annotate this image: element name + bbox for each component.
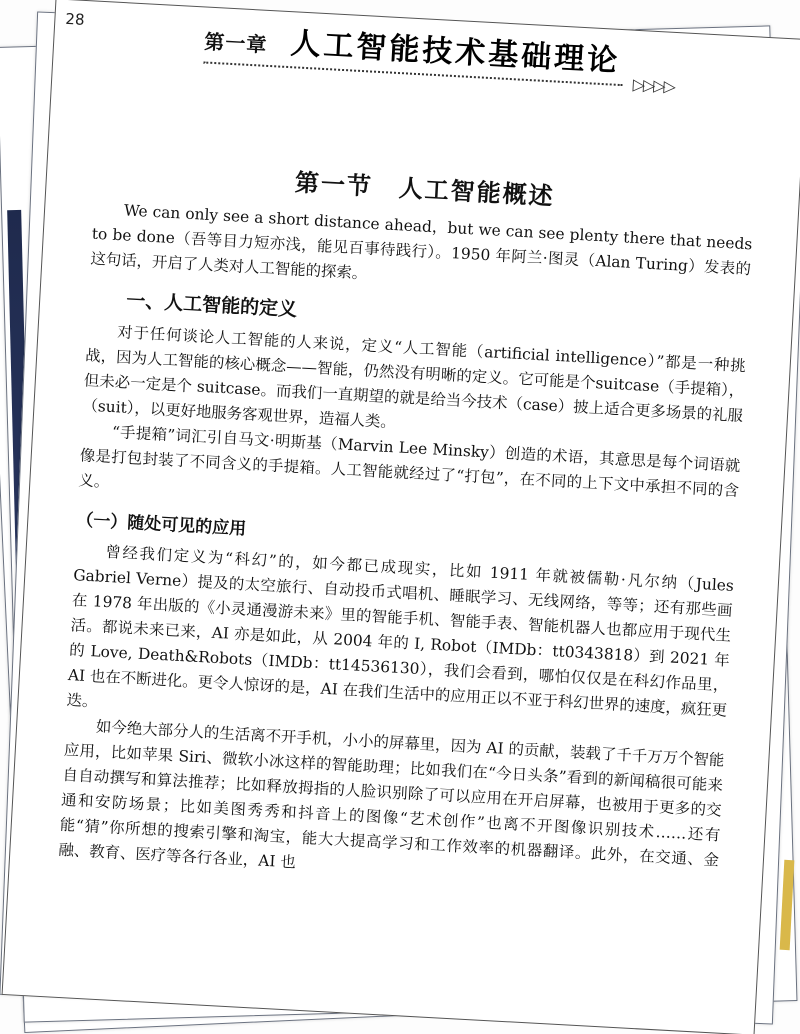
chapter-title: 人工智能技术基础理论 xyxy=(289,26,621,79)
chapter-header xyxy=(203,13,786,96)
chapter-arrows-icon: ▷▷▷▷ xyxy=(632,74,675,96)
intro-paragraph: We can only see a short distance ahead，but we can see plenty there that needs to be done（吾等目力短亦浅，能见百事待践行）。1950 年阿兰·图灵（Alan Turing）发表的这句话，开启了人类对人工智能的探索。 xyxy=(90,201,753,283)
definition-paragraph: “手提箱”词汇引自马文·明斯基（Marvin Lee Minsky）创造的术语，其意思是每个词语就像是打包封装了不同含义的手提箱。人工智能就经过了“打包”，在不同的上下文中承担不同的含义。 xyxy=(78,423,741,501)
chapter-label: 第一章 xyxy=(203,29,268,57)
page-content xyxy=(58,152,756,899)
application-paragraph: 如今绝大部分人的生活离不开手机，小小的屏幕里，因为 AI 的贡献，装载了千千万万个智能应用，比如苹果 Siri、微软小冰这样的智能助理；比如我们在“今日头条”看到的新闻稿很可能来自自动撰写和算法推荐；比如释放拇指的人脸识别除了可以应用在开启屏幕，也被用于更多的交通和安防场景；比如美图秀秀和抖音上的图像“艺术创作”也离不开图像识别技术……还有能“猜”你所想的搜索引擎和淘宝，能大大提高学习和工作效率的机器翻译。此外，在交通、金融、教育、医疗等各行各业，AI 也 xyxy=(58,717,725,872)
definition-paragraph: 对于任何谈论人工智能的人来说，定义“人工智能（artificial intelligence）”都是一种挑战，因为人工智能的核心概念——智能，仍然没有明晰的定义。它可能是个suitcase（手提箱），但未必一定是个 suitcase。而我们一直期望的就是给当今技术（case）披上适合更多场景的礼服（suit），以更好地服务客观世界，造福人类。 xyxy=(82,323,747,432)
book-page xyxy=(2,0,800,1034)
section-title: 第一节 人工智能概述 xyxy=(294,167,556,211)
heading-applications: （一）随处可见的应用 xyxy=(75,510,247,540)
page-number: 28 xyxy=(64,9,85,29)
heading-definition: 一、人工智能的定义 xyxy=(125,289,298,321)
application-paragraph: 曾经我们定义为“科幻”的，如今都已成现实，比如 1911 年就被儒勒·凡尔纳（Jules Gabriel Verne）提及的太空旅行、自动投币式唱机、睡眠学习、无线网络，等等；还有那些画在 1978 年出版的《小灵通漫游未来》里的智能手机、智能手表、智能机器人也都应用于现代生活。都说未来已来，AI 亦是如此，从 2004 年的 I, Robot（IMDb：tt0343818）到 2021 年的 Love, Death&Robots（IMDb：tt14536130），我们会看到，哪怕仅仅是在科幻作品里，AI 也在不断进化。更令人惊讶的是，AI 在我们生活中的应用正以不亚于科幻世界的速度，疯狂更迭。 xyxy=(66,542,735,720)
